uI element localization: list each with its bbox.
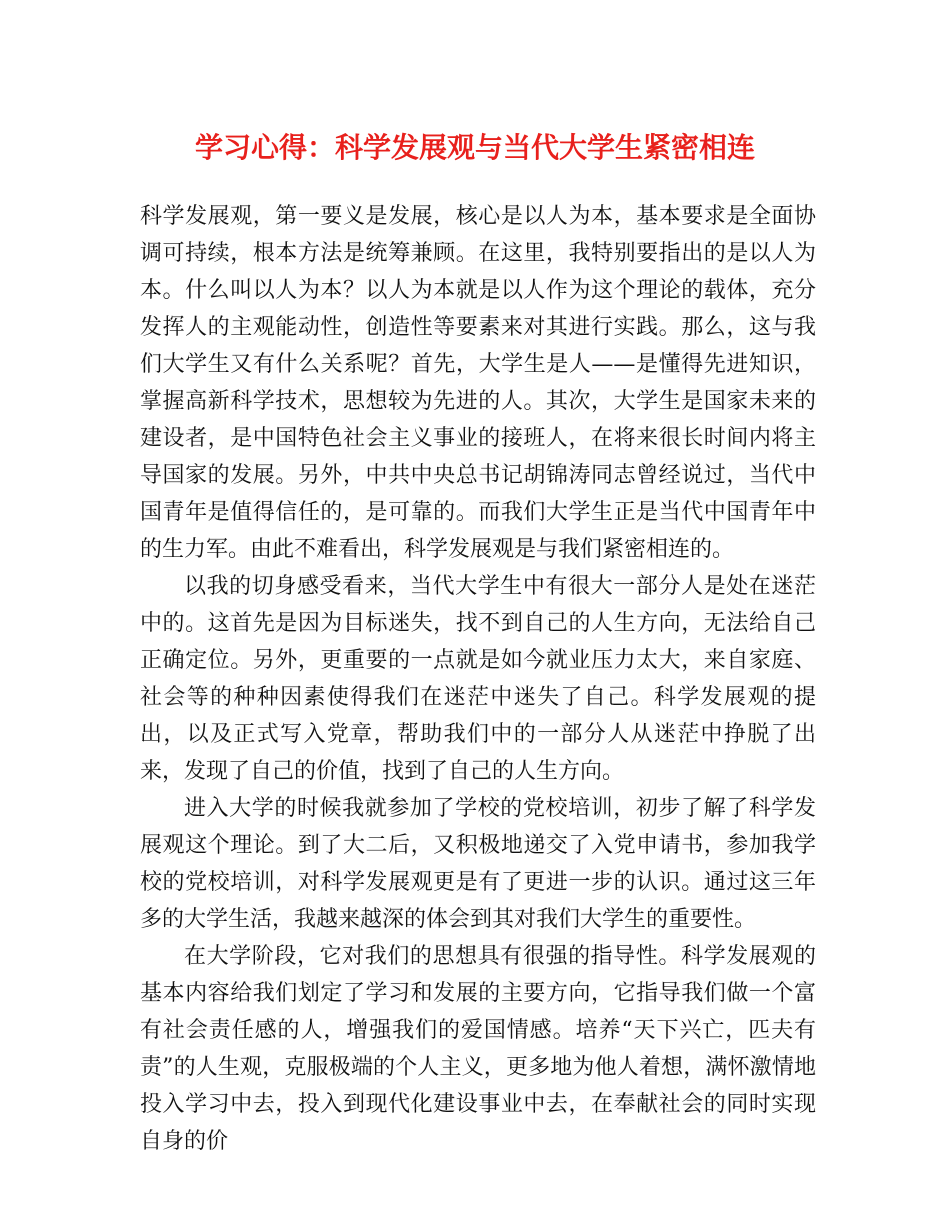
paragraph-2: 以我的切身感受看来，当代大学生中有很大一部分人是处在迷茫中的。这首先是因为目标迷失，找不到自己的人生方向，无法给自己正确定位。另外，更重要的一点就是如今就业压力太大，来自家庭、社会等的种种因素使得我们在迷茫中迷失了自己。科学发展观的提出，以及正式写入党章，帮助我们中的一部分人从迷茫中挣脱了出来，发现了自己的价值，找到了自己的人生方向。	[140, 574, 816, 784]
document-body	[140, 198, 816, 1160]
paragraph-1: 科学发展观，第一要义是发展，核心是以人为本，基本要求是全面协调可持续，根本方法是统筹兼顾。在这里，我特别要指出的是以人为本。什么叫以人为本？以人为本就是以人作为这个理论的载体，充分发挥人的主观能动性，创造性等要素来对其进行实践。那么，这与我们大学生又有什么关系呢？首先，大学生是人——是懂得先进知识，掌握高新科学技术，思想较为先进的人。其次，大学生是国家未来的建设者，是中国特色社会主义事业的接班人，在将来很长时间内将主导国家的发展。另外，中共中央总书记胡锦涛同志曾经说过，当代中国青年是值得信任的，是可靠的。而我们大学生正是当代中国青年中的生力军。由此不难看出，科学发展观是与我们紧密相连的。	[140, 204, 816, 562]
paragraph-4: 在大学阶段，它对我们的思想具有很强的指导性。科学发展观的基本内容给我们划定了学习和发展的主要方向，它指导我们做一个富有社会责任感的人，增强我们的爱国情感。培养“天下兴亡，匹夫有责”的人生观，克服极端的个人主义，更多地为他人着想，满怀激情地投入学习中去，投入到现代化建设事业中去，在奉献社会的同时实现自身的价	[140, 944, 816, 1154]
document-title: 学习心得：科学发展观与当代大学生紧密相连	[194, 131, 755, 164]
paragraph-3: 进入大学的时候我就参加了学校的党校培训，初步了解了科学发展观这个理论。到了大二后，又积极地递交了入党申请书，参加我学校的党校培训，对科学发展观更是有了更进一步的认识。通过这三年多的大学生活，我越来越深的体会到其对我们大学生的重要性。	[140, 796, 816, 932]
